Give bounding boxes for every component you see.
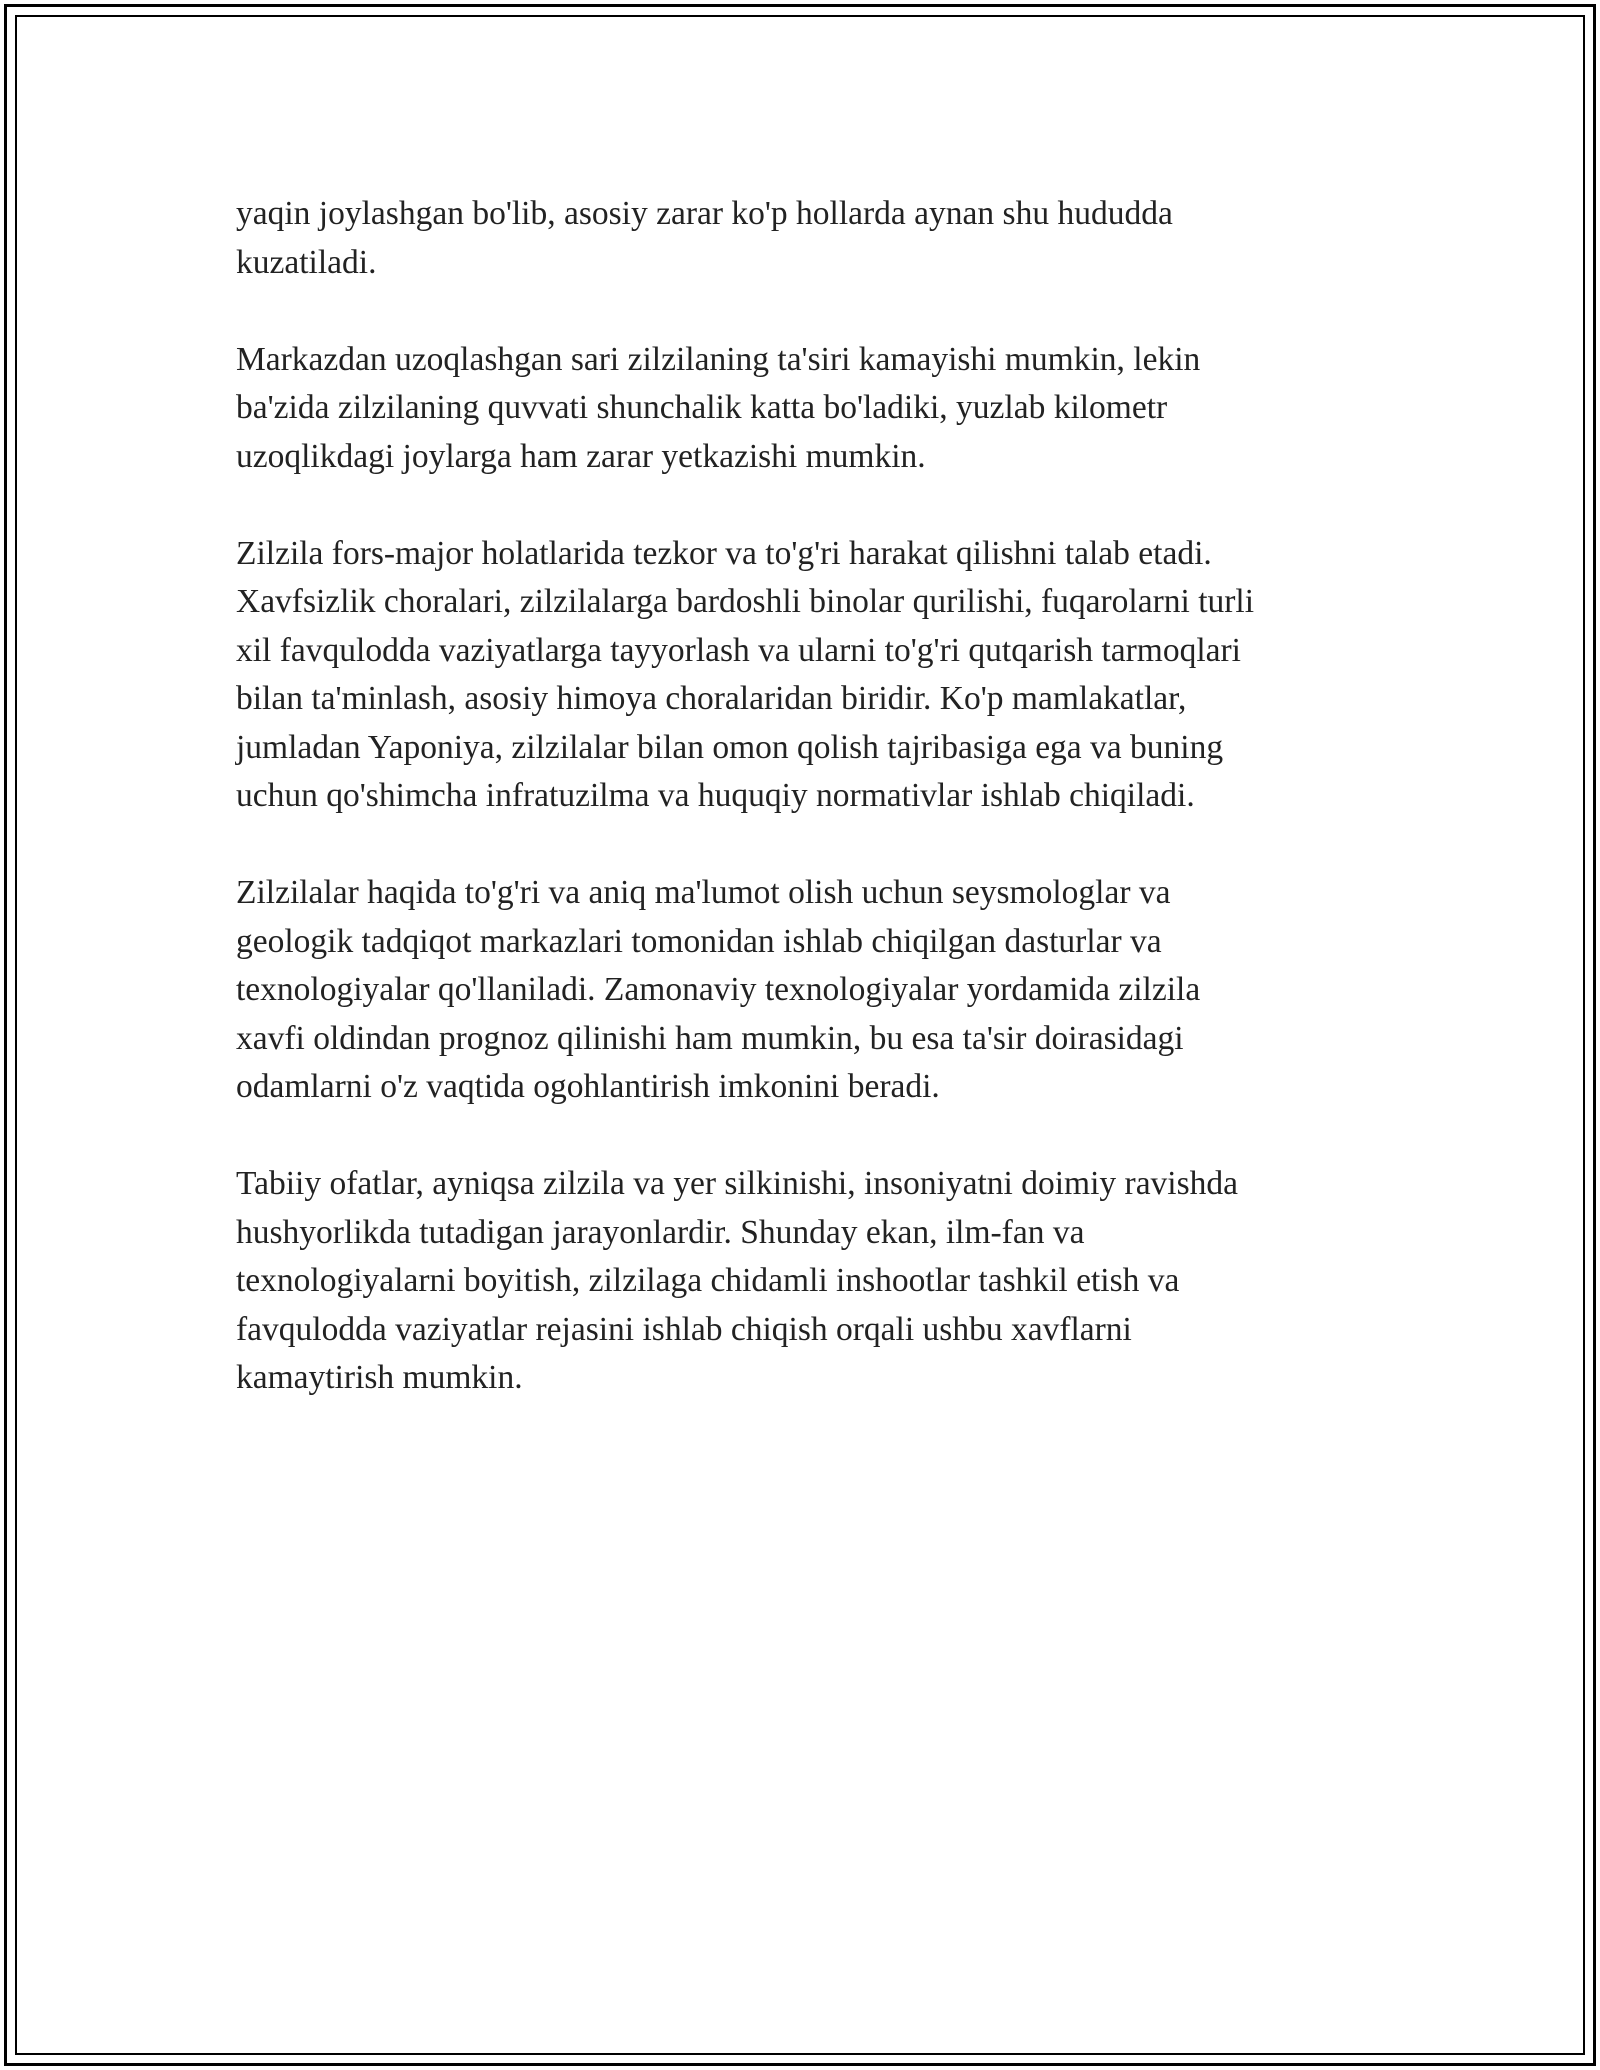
paragraph-4: Zilzilalar haqida to'g'ri va aniq ma'lumot olish uchun seysmologlar va geologik tadqiqot markazlari tomonidan ishlab chiqilgan dasturlar va texnologiyalar qo'llaniladi. Zamonaviy texnologiyalar yordamida zilzila xavfi oldindan prognoz qilinishi ham mumkin, bu esa ta'sir doirasidagi odamlarni o'z vaqtida ogohlantirish imkonini beradi.: [236, 874, 1201, 1105]
document-body: [236, 190, 1366, 1451]
paragraph-2: Markazdan uzoqlashgan sari zilzilaning ta'siri kamayishi mumkin, lekin ba'zida zilzilaning quvvati shunchalik katta bo'ladiki, yuzlab kilometr uzoqlikdagi joylarga ham zarar yetkazishi mumkin.: [236, 340, 1201, 475]
paragraph-1: yaqin joylashgan bo'lib, asosiy zarar ko'p hollarda aynan shu hududda kuzatiladi.: [236, 195, 1173, 281]
paragraph-3: Zilzila fors-major holatlarida tezkor va to'g'ri harakat qilishni talab etadi. Xavfsizlik choralari, zilzilalarga bardoshli binolar qurilishi, fuqarolarni turli xil favqulodda vaziyatlarga tayyorlash va ularni to'g'ri qutqarish tarmoqlari bilan ta'minlash, asosiy himoya choralaridan biridir. Ko'p mamlakatlar, jumladan Yaponiya, zilzilalar bilan omon qolish tajribasiga ega va buning uchun qo'shimcha infratuzilma va huquqiy normativlar ishlab chiqiladi.: [236, 534, 1255, 814]
paragraph-5: Tabiiy ofatlar, ayniqsa zilzila va yer silkinishi, insoniyatni doimiy ravishda hushyorlikda tutadigan jarayonlardir. Shunday ekan, ilm-fan va texnologiyalarni boyitish, zilzilaga chidamli inshootlar tashkil etish va favqulodda vaziyatlar rejasini ishlab chiqish orqali ushbu xavflarni kamaytirish mumkin.: [236, 1165, 1239, 1396]
